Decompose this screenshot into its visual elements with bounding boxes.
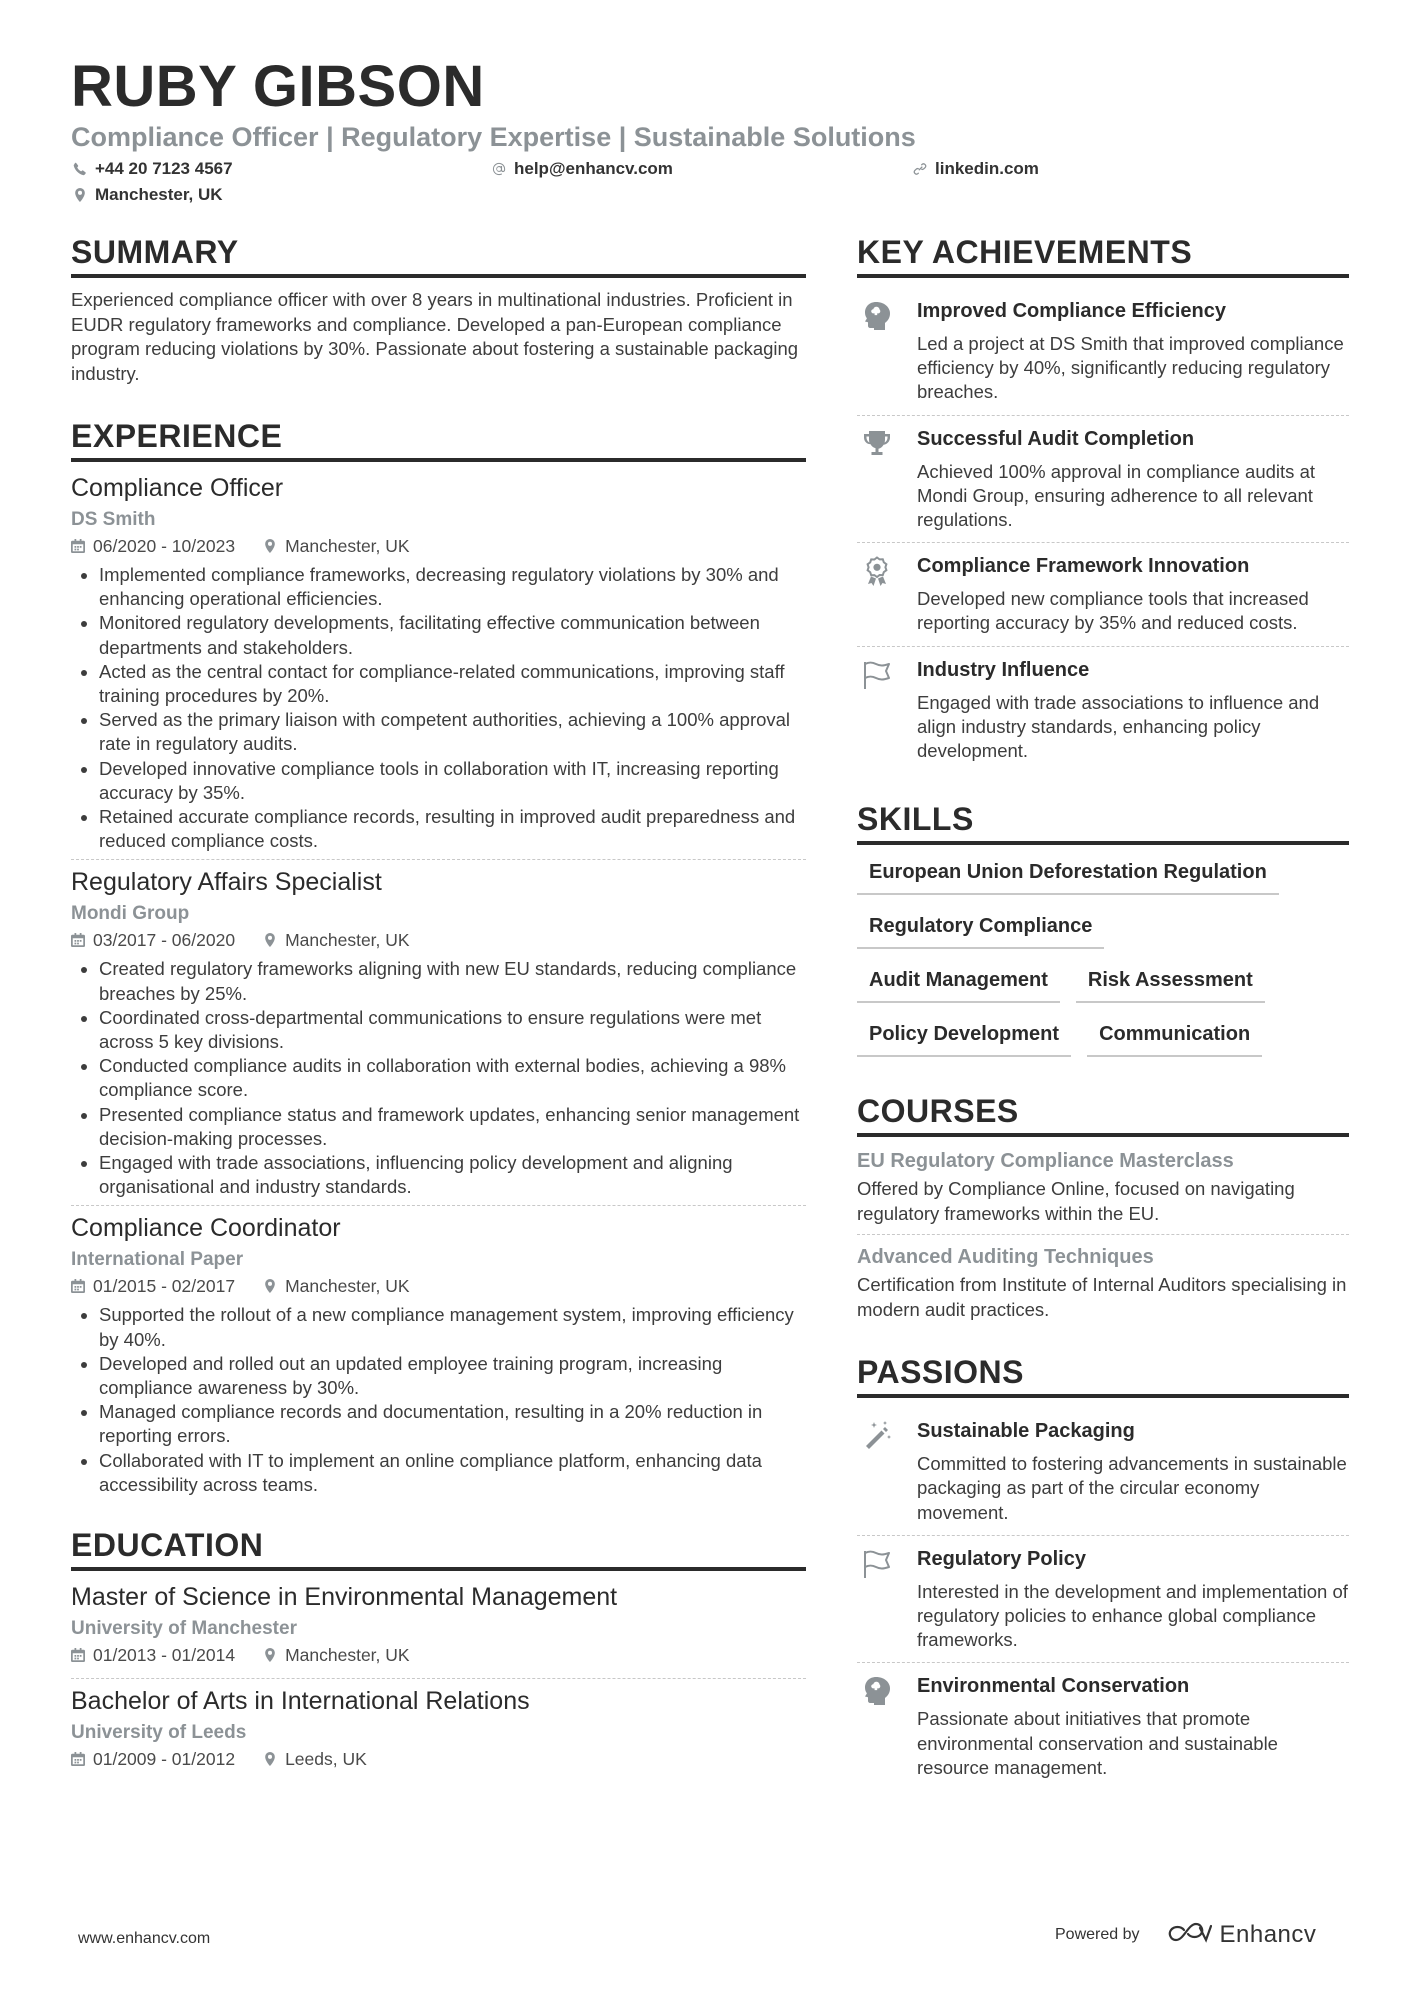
- course-title: Advanced Auditing Techniques: [857, 1246, 1154, 1269]
- calendar-icon: [71, 539, 85, 553]
- location-pin-icon: [263, 539, 277, 553]
- magic-wand-icon: [861, 1420, 893, 1452]
- company-name: International Paper: [71, 1249, 244, 1271]
- calendar-icon: [71, 933, 85, 947]
- candidate-headline: Compliance Officer | Regulatory Expertise | Sustainable Solutions: [71, 122, 916, 152]
- flag-icon: [861, 1548, 893, 1580]
- passion-item: [857, 1536, 1349, 1664]
- course-item: [857, 1147, 1349, 1235]
- right-column: [857, 232, 1349, 1790]
- course-desc: Certification from Institute of Internal Auditors specialising in modern audit practices.: [857, 1274, 1347, 1320]
- at-icon: [492, 162, 506, 176]
- passions-section: [857, 1352, 1349, 1790]
- job-bullet: Engaged with trade associations, influencing policy development and aligning organisational and industry standards.: [71, 1151, 806, 1199]
- passion-item: [857, 1663, 1349, 1790]
- skills-section: [857, 799, 1349, 1057]
- education-meta: [71, 1746, 806, 1772]
- calendar-icon: [71, 1648, 85, 1662]
- link-icon: [913, 162, 927, 176]
- job-title: Compliance Coordinator: [71, 1214, 341, 1243]
- passion-item: [857, 1408, 1349, 1536]
- location-pin-icon: [263, 1648, 277, 1662]
- section-title-education: EDUCATION: [71, 1525, 806, 1571]
- job-meta: [71, 1273, 806, 1299]
- phone-icon: [73, 162, 87, 176]
- education-location-text: Manchester, UK: [285, 1645, 410, 1666]
- location-pin-icon: [73, 188, 87, 202]
- job-bullet: Coordinated cross-departmental communications to ensure regulations were met across 5 key divisions.: [71, 1006, 806, 1054]
- company-name: DS Smith: [71, 509, 156, 530]
- passion-desc: Committed to fostering advancements in sustainable packaging as part of the circular economy movement.: [917, 1453, 1347, 1523]
- achievement-item: [857, 647, 1349, 774]
- job-bullet: Presented compliance status and framework updates, enhancing senior management decision-making processes.: [71, 1103, 806, 1151]
- experience-entry: [71, 1212, 806, 1503]
- skill-tag: Communication: [1087, 1017, 1262, 1057]
- passion-title: Regulatory Policy: [917, 1547, 1086, 1570]
- job-dates: [71, 927, 235, 953]
- course-desc: Offered by Compliance Online, focused on navigating regulatory frameworks within the EU.: [857, 1178, 1295, 1224]
- course-item: [857, 1243, 1349, 1330]
- award-badge-icon: [861, 555, 893, 587]
- school-name: University of Leeds: [71, 1722, 247, 1744]
- contact-linkedin[interactable]: [913, 158, 1039, 180]
- job-bullet: Managed compliance records and documentation, resulting in a 20% reduction in reporting errors.: [71, 1400, 806, 1448]
- education-meta: [71, 1642, 806, 1668]
- skill-tag: Policy Development: [857, 1017, 1071, 1057]
- passion-desc: Passionate about initiatives that promote environmental conservation and sustainable resource management.: [917, 1708, 1278, 1778]
- achievement-desc: Developed new compliance tools that increased reporting accuracy by 35% and reduced costs.: [917, 588, 1309, 634]
- achievement-item: [857, 543, 1349, 646]
- job-bullet: Supported the rollout of a new compliance management system, improving efficiency by 40%.: [71, 1303, 806, 1351]
- achievement-desc: Achieved 100% approval in compliance audits at Mondi Group, ensuring adherence to all relevant regulations.: [917, 460, 1315, 531]
- contact-email[interactable]: [492, 158, 673, 180]
- education-entry: [71, 1581, 806, 1679]
- achievement-title: Industry Influence: [917, 658, 1090, 681]
- location-text: Manchester, UK: [95, 185, 223, 204]
- degree-title: Master of Science in Environmental Management: [71, 1583, 618, 1612]
- footer-branding: [1055, 1921, 1316, 1949]
- job-bullets: [71, 957, 806, 1199]
- job-bullet: Developed and rolled out an updated employee training program, increasing compliance awareness by 30%.: [71, 1352, 806, 1400]
- trophy-icon: [861, 428, 893, 460]
- powered-by-text: Powered by: [1055, 1926, 1140, 1943]
- passion-title: Environmental Conservation: [917, 1675, 1190, 1698]
- footer-website[interactable]: www.enhancv.com: [78, 1930, 211, 1947]
- enhancv-logo-icon: [1164, 1922, 1212, 1948]
- achievement-desc: Engaged with trade associations to influence and align industry standards, enhancing policy development.: [917, 691, 1320, 762]
- job-bullet: Conducted compliance audits in collaboration with external bodies, achieving a 98% compliance score.: [71, 1054, 806, 1102]
- education-dates-text: 01/2013 - 01/2014: [93, 1645, 236, 1666]
- summary-text: Experienced compliance officer with over 8 years in multinational industries. Proficient in EUDR regulatory frameworks and compliance. Developed a pan-European compliance program reducing violations by 30%. Passionate about fostering a sustainable packaging industry.: [71, 289, 799, 384]
- job-location-text: Manchester, UK: [285, 1276, 410, 1297]
- education-location: [263, 1642, 410, 1668]
- section-title-achievements: KEY ACHIEVEMENTS: [857, 232, 1349, 278]
- achievement-item: [857, 288, 1349, 416]
- job-location: [263, 927, 410, 953]
- job-bullet: Acted as the central contact for compliance-related communications, improving staff training procedures by 20%.: [71, 660, 806, 708]
- contact-location: [73, 184, 223, 206]
- skill-tag: European Union Deforestation Regulation: [857, 855, 1279, 895]
- passion-desc: Interested in the development and implementation of regulatory policies to enhance global compliance frameworks.: [917, 1580, 1348, 1651]
- education-entry: [71, 1685, 806, 1782]
- job-bullet: Monitored regulatory developments, facilitating effective communication between departments and stakeholders.: [71, 611, 806, 659]
- flag-icon: [861, 659, 893, 691]
- section-title-skills: SKILLS: [857, 799, 1349, 845]
- contact-info: [71, 158, 1351, 212]
- achievement-title: Compliance Framework Innovation: [917, 555, 1250, 578]
- job-dates-text: 03/2017 - 06/2020: [93, 930, 236, 951]
- job-bullet: Collaborated with IT to implement an online compliance platform, enhancing data accessibility across teams.: [71, 1449, 806, 1497]
- calendar-icon: [71, 1279, 85, 1293]
- left-column: [71, 232, 806, 1788]
- achievements-section: [857, 232, 1349, 773]
- section-title-experience: EXPERIENCE: [71, 416, 806, 462]
- job-bullet: Implemented compliance frameworks, decreasing regulatory violations by 30% and enhancing operational efficiencies.: [71, 563, 806, 611]
- job-bullet: Created regulatory frameworks aligning with new EU standards, reducing compliance breaches by 25%.: [71, 957, 806, 1005]
- location-pin-icon: [263, 1752, 277, 1766]
- brain-head-icon: [861, 300, 893, 332]
- job-bullet: Retained accurate compliance records, resulting in improved audit preparedness and reduced compliance costs.: [71, 805, 806, 853]
- calendar-icon: [71, 1752, 85, 1766]
- brain-head-icon: [861, 1675, 893, 1707]
- resume-header: [71, 54, 1351, 212]
- job-meta: [71, 927, 806, 953]
- courses-section: [857, 1091, 1349, 1330]
- education-location: [263, 1746, 367, 1772]
- location-pin-icon: [263, 1279, 277, 1293]
- passion-title: Sustainable Packaging: [917, 1420, 1135, 1443]
- job-location-text: Manchester, UK: [285, 930, 410, 951]
- phone-text: +44 20 7123 4567: [95, 159, 233, 178]
- contact-phone[interactable]: [73, 158, 233, 180]
- job-bullet: Developed innovative compliance tools in collaboration with IT, increasing reporting accuracy by 35%.: [71, 757, 806, 805]
- job-location-text: Manchester, UK: [285, 536, 410, 556]
- job-meta: [71, 533, 806, 559]
- school-name: University of Manchester: [71, 1618, 297, 1640]
- job-location: [263, 533, 410, 559]
- experience-entry: [71, 472, 806, 860]
- job-location: [263, 1273, 410, 1299]
- education-dates: [71, 1746, 235, 1772]
- job-dates-text: 01/2015 - 02/2017: [93, 1276, 236, 1297]
- education-dates-text: 01/2009 - 01/2012: [93, 1749, 236, 1770]
- job-title: Compliance Officer: [71, 474, 284, 502]
- skill-tag: Risk Assessment: [1076, 963, 1265, 1003]
- achievement-title: Successful Audit Completion: [917, 427, 1195, 450]
- linkedin-text: linkedin.com: [935, 159, 1039, 178]
- skill-tag: Regulatory Compliance: [857, 909, 1104, 949]
- brand-logo[interactable]: [1164, 1921, 1317, 1949]
- company-name: Mondi Group: [71, 903, 190, 925]
- job-dates-text: 06/2020 - 10/2023: [93, 536, 236, 556]
- education-section: [71, 1525, 806, 1782]
- job-bullets: [71, 1303, 806, 1497]
- achievement-title: Improved Compliance Efficiency: [917, 300, 1226, 322]
- job-dates: [71, 1273, 235, 1299]
- job-dates: [71, 533, 235, 559]
- education-location-text: Leeds, UK: [285, 1749, 367, 1770]
- location-pin-icon: [263, 933, 277, 947]
- job-bullet: Served as the primary liaison with competent authorities, achieving a 100% approval rate in regulatory audits.: [71, 708, 806, 756]
- skill-tag: Audit Management: [857, 963, 1060, 1003]
- course-title: EU Regulatory Compliance Masterclass: [857, 1150, 1234, 1173]
- degree-title: Bachelor of Arts in International Relations: [71, 1687, 530, 1716]
- summary-section: [71, 232, 806, 386]
- education-dates: [71, 1642, 235, 1668]
- job-bullets: [71, 563, 806, 853]
- skills-list: [857, 855, 1349, 1057]
- achievement-desc: Led a project at DS Smith that improved compliance efficiency by 40%, significantly reducing regulatory breaches.: [917, 333, 1344, 403]
- achievement-item: [857, 416, 1349, 544]
- brand-name: Enhancv: [1219, 1921, 1317, 1948]
- section-title-courses: COURSES: [857, 1091, 1349, 1137]
- experience-entry: [71, 866, 806, 1206]
- email-text: help@enhancv.com: [514, 159, 673, 178]
- experience-section: [71, 416, 806, 1503]
- job-title: Regulatory Affairs Specialist: [71, 868, 382, 897]
- section-title-passions: PASSIONS: [857, 1352, 1349, 1398]
- candidate-name: RUBY GIBSON: [71, 54, 485, 119]
- section-title-summary: SUMMARY: [71, 232, 806, 278]
